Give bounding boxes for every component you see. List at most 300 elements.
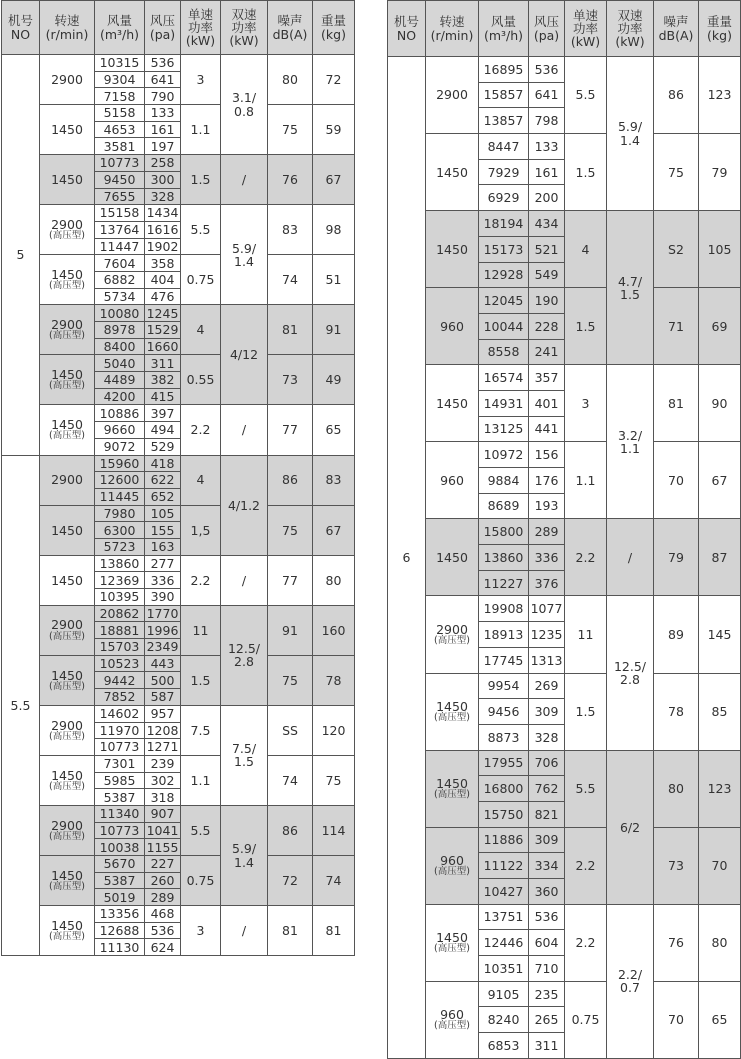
- dual-power-cell: [221, 205, 268, 305]
- fan-spec-table-right: [387, 0, 741, 1059]
- dual-power-value: 2.2/ 0.7: [617, 967, 643, 996]
- header-flow: 风量 (m³/h): [95, 1, 145, 55]
- pressure-cell: 309: [529, 827, 565, 853]
- pressure-cell: 200: [529, 185, 565, 211]
- flow-cell: 8873: [479, 724, 529, 750]
- noise-cell: 76: [654, 904, 699, 981]
- flow-cell: 6853: [479, 1033, 529, 1059]
- dual-power-value: /: [241, 923, 247, 939]
- table-row: [388, 57, 741, 83]
- table-row: [2, 255, 355, 272]
- pressure-cell: 907: [145, 805, 181, 822]
- dual-power-cell: [221, 305, 268, 405]
- noise-cell: 80: [654, 750, 699, 827]
- pressure-cell: 1155: [145, 839, 181, 856]
- single-power-cell: 1.1: [181, 755, 221, 805]
- flow-cell: 5040: [95, 355, 145, 372]
- table-row: [2, 856, 355, 873]
- pressure-cell: 300: [145, 171, 181, 188]
- single-power-cell: 1.5: [565, 288, 607, 365]
- dual-power-cell: [607, 57, 654, 211]
- header-row: [388, 1, 741, 57]
- flow-cell: 15173: [479, 236, 529, 262]
- pressure-cell: 624: [145, 939, 181, 956]
- flow-cell: 7929: [479, 159, 529, 185]
- table-row: [388, 750, 741, 776]
- speed-cell: [426, 57, 479, 134]
- pressure-cell: 1235: [529, 622, 565, 648]
- pressure-cell: 821: [529, 801, 565, 827]
- pressure-cell: 434: [529, 211, 565, 237]
- pressure-cell: 1271: [145, 739, 181, 756]
- pressure-cell: 161: [529, 159, 565, 185]
- flow-cell: 12928: [479, 262, 529, 288]
- weight-cell: 69: [699, 288, 741, 365]
- dual-power-value: 12.5/ 2.8: [613, 658, 647, 687]
- dual-power-value: 5.9/ 1.4: [231, 841, 257, 870]
- weight-cell: 114: [313, 805, 355, 855]
- pressure-cell: 641: [529, 82, 565, 108]
- single-power-cell: 3: [565, 365, 607, 442]
- flow-cell: 12045: [479, 288, 529, 314]
- high-pressure-note: (高压型): [49, 680, 85, 692]
- speed-cell: [40, 805, 95, 855]
- pressure-cell: 239: [145, 755, 181, 772]
- single-power-cell: 1.5: [181, 155, 221, 205]
- flow-cell: 10395: [95, 589, 145, 606]
- pressure-cell: 176: [529, 468, 565, 494]
- table-body: [2, 55, 355, 956]
- high-pressure-note: (高压型): [434, 711, 470, 723]
- speed-value: 2900: [51, 71, 83, 87]
- flow-cell: 10523: [95, 655, 145, 672]
- pressure-cell: 334: [529, 853, 565, 879]
- table-row: [388, 365, 741, 391]
- flow-cell: 10427: [479, 879, 529, 905]
- flow-cell: 13764: [95, 221, 145, 238]
- flow-cell: 11447: [95, 238, 145, 255]
- weight-cell: 80: [313, 555, 355, 605]
- flow-cell: 7604: [95, 255, 145, 272]
- single-power-cell: 1.5: [181, 655, 221, 705]
- pressure-cell: 163: [145, 538, 181, 555]
- pressure-cell: 336: [145, 572, 181, 589]
- machine-no-cell: 6: [388, 57, 426, 1059]
- flow-cell: 11886: [479, 827, 529, 853]
- noise-cell: 75: [268, 505, 313, 555]
- noise-cell: 83: [268, 205, 313, 255]
- single-power-cell: 4: [181, 305, 221, 355]
- dual-power-value: 3.1/ 0.8: [231, 90, 257, 119]
- high-pressure-note: (高压型): [49, 330, 85, 342]
- flow-cell: 7980: [95, 505, 145, 522]
- pressure-cell: 382: [145, 372, 181, 389]
- weight-cell: 105: [699, 211, 741, 288]
- header-weight: 重量 (kg): [699, 1, 741, 57]
- noise-cell: 77: [268, 555, 313, 605]
- dual-power-cell: [221, 605, 268, 705]
- pressure-cell: 336: [529, 545, 565, 571]
- speed-cell: [426, 981, 479, 1058]
- flow-cell: 5019: [95, 889, 145, 906]
- flow-cell: 5387: [95, 872, 145, 889]
- noise-cell: 86: [268, 455, 313, 505]
- table-row: [388, 981, 741, 1007]
- pressure-cell: 415: [145, 388, 181, 405]
- flow-cell: 10773: [95, 739, 145, 756]
- flow-cell: 15960: [95, 455, 145, 472]
- flow-cell: 9105: [479, 981, 529, 1007]
- pressure-cell: 1041: [145, 822, 181, 839]
- noise-cell: 86: [654, 57, 699, 134]
- weight-cell: 65: [699, 981, 741, 1058]
- flow-cell: 4200: [95, 388, 145, 405]
- speed-value: 2900: [51, 216, 83, 232]
- dual-power-cell: [607, 519, 654, 596]
- dual-power-value: /: [241, 172, 247, 188]
- speed-cell: [426, 442, 479, 519]
- flow-cell: 9442: [95, 672, 145, 689]
- flow-cell: 18913: [479, 622, 529, 648]
- pressure-cell: 1529: [145, 322, 181, 339]
- pressure-cell: 790: [145, 88, 181, 105]
- pressure-cell: 604: [529, 930, 565, 956]
- pressure-cell: 641: [145, 71, 181, 88]
- dual-power-value: 7.5/ 1.5: [231, 741, 257, 770]
- pressure-cell: 441: [529, 416, 565, 442]
- pressure-cell: 1770: [145, 605, 181, 622]
- flow-cell: 5985: [95, 772, 145, 789]
- single-power-cell: 5.5: [565, 750, 607, 827]
- noise-cell: SS: [268, 705, 313, 755]
- dual-power-value: 4.7/ 1.5: [617, 273, 643, 302]
- flow-cell: 10773: [95, 155, 145, 172]
- pressure-cell: 390: [145, 589, 181, 606]
- pressure-cell: 397: [145, 405, 181, 422]
- single-power-cell: 4: [565, 211, 607, 288]
- pressure-cell: 241: [529, 339, 565, 365]
- weight-cell: 65: [313, 405, 355, 455]
- noise-cell: 86: [268, 805, 313, 855]
- table-row: [2, 605, 355, 622]
- pressure-cell: 155: [145, 522, 181, 539]
- pressure-cell: 706: [529, 750, 565, 776]
- noise-cell: 81: [654, 365, 699, 442]
- pressure-cell: 2349: [145, 639, 181, 656]
- pressure-cell: 549: [529, 262, 565, 288]
- weight-cell: 74: [313, 856, 355, 906]
- speed-value: 2900: [436, 87, 468, 103]
- dual-power-value: 5.9/ 1.4: [617, 119, 643, 148]
- table-row: [2, 405, 355, 422]
- flow-cell: 9884: [479, 468, 529, 494]
- flow-cell: 12688: [95, 922, 145, 939]
- flow-cell: 8558: [479, 339, 529, 365]
- dual-power-value: 4/1.2: [227, 497, 261, 513]
- high-pressure-note: (高压型): [49, 780, 85, 792]
- flow-cell: 5734: [95, 288, 145, 305]
- weight-cell: 91: [313, 305, 355, 355]
- pressure-cell: 269: [529, 673, 565, 699]
- speed-cell: [40, 105, 95, 155]
- speed-value: 960: [440, 852, 464, 868]
- pressure-cell: 622: [145, 472, 181, 489]
- flow-cell: 9450: [95, 171, 145, 188]
- weight-cell: 160: [313, 605, 355, 655]
- pressure-cell: 358: [145, 255, 181, 272]
- weight-cell: 72: [313, 55, 355, 105]
- dual-power-cell: [221, 805, 268, 905]
- pressure-cell: 328: [145, 188, 181, 205]
- noise-cell: 75: [268, 655, 313, 705]
- flow-cell: 5387: [95, 789, 145, 806]
- pressure-cell: 401: [529, 390, 565, 416]
- table-row: [2, 55, 355, 72]
- table-row: [2, 805, 355, 822]
- header-single-power: 单速 功率 (kW): [565, 1, 607, 57]
- header-pressure: 风压 (pa): [529, 1, 565, 57]
- flow-cell: 10044: [479, 313, 529, 339]
- pressure-cell: 228: [529, 313, 565, 339]
- flow-cell: 15703: [95, 639, 145, 656]
- flow-cell: 18194: [479, 211, 529, 237]
- pressure-cell: 536: [145, 922, 181, 939]
- high-pressure-note: (高压型): [49, 230, 85, 242]
- pressure-cell: 468: [145, 906, 181, 923]
- table-row: [388, 673, 741, 699]
- table-row: [2, 305, 355, 322]
- speed-cell: [40, 505, 95, 555]
- single-power-cell: 1.1: [565, 442, 607, 519]
- weight-cell: 90: [699, 365, 741, 442]
- speed-value: 960: [440, 472, 464, 488]
- flow-cell: 12600: [95, 472, 145, 489]
- speed-value: 1450: [51, 417, 83, 433]
- flow-cell: 7655: [95, 188, 145, 205]
- speed-cell: [426, 750, 479, 827]
- table-row: [388, 904, 741, 930]
- speed-value: 1450: [436, 241, 468, 257]
- table-row: [2, 906, 355, 923]
- dual-power-cell: [221, 705, 268, 805]
- speed-cell: [40, 55, 95, 105]
- single-power-cell: 3: [181, 55, 221, 105]
- speed-cell: [426, 288, 479, 365]
- single-power-cell: 5.5: [181, 805, 221, 855]
- table-row: [2, 205, 355, 222]
- table-row: [388, 288, 741, 314]
- flow-cell: 10886: [95, 405, 145, 422]
- single-power-cell: 5.5: [565, 57, 607, 134]
- noise-cell: 73: [654, 827, 699, 904]
- flow-cell: 8447: [479, 134, 529, 160]
- noise-cell: 91: [268, 605, 313, 655]
- noise-cell: 74: [268, 255, 313, 305]
- pressure-cell: 260: [145, 872, 181, 889]
- flow-cell: 13125: [479, 416, 529, 442]
- weight-cell: 67: [699, 442, 741, 519]
- weight-cell: 78: [313, 655, 355, 705]
- pressure-cell: 309: [529, 699, 565, 725]
- noise-cell: 89: [654, 596, 699, 673]
- weight-cell: 67: [313, 155, 355, 205]
- dual-power-value: 5.9/ 1.4: [231, 240, 257, 269]
- high-pressure-note: (高压型): [49, 730, 85, 742]
- flow-cell: 13356: [95, 906, 145, 923]
- flow-cell: 16895: [479, 57, 529, 83]
- flow-cell: 19908: [479, 596, 529, 622]
- speed-cell: [426, 904, 479, 981]
- speed-cell: [40, 856, 95, 906]
- table-row: [388, 442, 741, 468]
- table-row: [2, 505, 355, 522]
- single-power-cell: 1.5: [565, 134, 607, 211]
- dual-power-cell: [221, 906, 268, 956]
- single-power-cell: 2.2: [181, 555, 221, 605]
- table-row: [2, 555, 355, 572]
- speed-value: 1450: [51, 767, 83, 783]
- pressure-cell: 1313: [529, 647, 565, 673]
- single-power-cell: 2.2: [565, 519, 607, 596]
- header-speed: 转速 (r/min): [426, 1, 479, 57]
- weight-cell: 145: [699, 596, 741, 673]
- single-power-cell: 0.75: [181, 856, 221, 906]
- speed-value: 1450: [436, 929, 468, 945]
- flow-cell: 13860: [479, 545, 529, 571]
- pressure-cell: 476: [145, 288, 181, 305]
- noise-cell: 75: [654, 134, 699, 211]
- flow-cell: 4489: [95, 372, 145, 389]
- speed-value: 1450: [51, 867, 83, 883]
- pressure-cell: 762: [529, 776, 565, 802]
- speed-value: 2900: [51, 317, 83, 333]
- high-pressure-note: (高压型): [434, 788, 470, 800]
- flow-cell: 16574: [479, 365, 529, 391]
- speed-value: 2900: [51, 617, 83, 633]
- pressure-cell: 1434: [145, 205, 181, 222]
- flow-cell: 17745: [479, 647, 529, 673]
- pressure-cell: 536: [145, 55, 181, 72]
- flow-cell: 8400: [95, 338, 145, 355]
- weight-cell: 80: [699, 904, 741, 981]
- speed-cell: [40, 705, 95, 755]
- single-power-cell: 0.75: [565, 981, 607, 1058]
- header-flow: 风量 (m³/h): [479, 1, 529, 57]
- dual-power-value: 12.5/ 2.8: [227, 641, 261, 670]
- dual-power-value: 3.2/ 1.1: [617, 427, 643, 456]
- table-row: [388, 827, 741, 853]
- table-row: [2, 155, 355, 172]
- pressure-cell: 404: [145, 271, 181, 288]
- flow-cell: 13860: [95, 555, 145, 572]
- noise-cell: 75: [268, 105, 313, 155]
- pressure-cell: 133: [529, 134, 565, 160]
- pressure-cell: 318: [145, 789, 181, 806]
- speed-cell: [40, 155, 95, 205]
- speed-cell: [426, 211, 479, 288]
- pressure-cell: 227: [145, 856, 181, 873]
- pressure-cell: 328: [529, 724, 565, 750]
- noise-cell: 76: [268, 155, 313, 205]
- flow-cell: 11445: [95, 488, 145, 505]
- speed-cell: [426, 673, 479, 750]
- flow-cell: 14602: [95, 705, 145, 722]
- high-pressure-note: (高压型): [49, 430, 85, 442]
- pressure-cell: 193: [529, 493, 565, 519]
- flow-cell: 8689: [479, 493, 529, 519]
- flow-cell: 5723: [95, 538, 145, 555]
- header-row: [2, 1, 355, 55]
- weight-cell: 98: [313, 205, 355, 255]
- noise-cell: 81: [268, 906, 313, 956]
- speed-cell: [40, 205, 95, 255]
- pressure-cell: 536: [529, 904, 565, 930]
- speed-value: 1450: [51, 572, 83, 588]
- speed-value: 2900: [436, 621, 468, 637]
- noise-cell: 77: [268, 405, 313, 455]
- pressure-cell: 652: [145, 488, 181, 505]
- speed-cell: [40, 605, 95, 655]
- pressure-cell: 957: [145, 705, 181, 722]
- pressure-cell: 1245: [145, 305, 181, 322]
- flow-cell: 10773: [95, 822, 145, 839]
- pressure-cell: 197: [145, 138, 181, 155]
- table-row: [2, 355, 355, 372]
- header-noise: 噪声 dB(A): [654, 1, 699, 57]
- dual-power-value: 4/12: [229, 347, 259, 363]
- high-pressure-note: (高压型): [434, 943, 470, 955]
- flow-cell: 11340: [95, 805, 145, 822]
- speed-value: 960: [440, 1007, 464, 1022]
- weight-cell: 120: [313, 705, 355, 755]
- flow-cell: 11970: [95, 722, 145, 739]
- noise-cell: S2: [654, 211, 699, 288]
- noise-cell: 78: [654, 673, 699, 750]
- high-pressure-note: (高压型): [49, 830, 85, 842]
- flow-cell: 7158: [95, 88, 145, 105]
- speed-value: 1450: [51, 667, 83, 683]
- flow-cell: 6929: [479, 185, 529, 211]
- flow-cell: 11227: [479, 570, 529, 596]
- high-pressure-note: (高压型): [434, 1020, 470, 1032]
- speed-cell: [40, 755, 95, 805]
- single-power-cell: 1.1: [181, 105, 221, 155]
- dual-power-cell: [221, 155, 268, 205]
- speed-value: 960: [440, 318, 464, 334]
- weight-cell: 49: [313, 355, 355, 405]
- flow-cell: 8978: [95, 322, 145, 339]
- flow-cell: 15857: [479, 82, 529, 108]
- single-power-cell: 5.5: [181, 205, 221, 255]
- noise-cell: 81: [268, 305, 313, 355]
- flow-cell: 10038: [95, 839, 145, 856]
- table-row: [2, 105, 355, 122]
- pressure-cell: 521: [529, 236, 565, 262]
- dual-power-value: /: [241, 422, 247, 438]
- dual-power-cell: [607, 211, 654, 365]
- single-power-cell: 4: [181, 455, 221, 505]
- noise-cell: 79: [654, 519, 699, 596]
- noise-cell: 71: [654, 288, 699, 365]
- noise-cell: 70: [654, 442, 699, 519]
- single-power-cell: 1.5: [565, 673, 607, 750]
- flow-cell: 12446: [479, 930, 529, 956]
- pressure-cell: 443: [145, 655, 181, 672]
- pressure-cell: 1996: [145, 622, 181, 639]
- pressure-cell: 357: [529, 365, 565, 391]
- flow-cell: 9072: [95, 438, 145, 455]
- flow-cell: 18881: [95, 622, 145, 639]
